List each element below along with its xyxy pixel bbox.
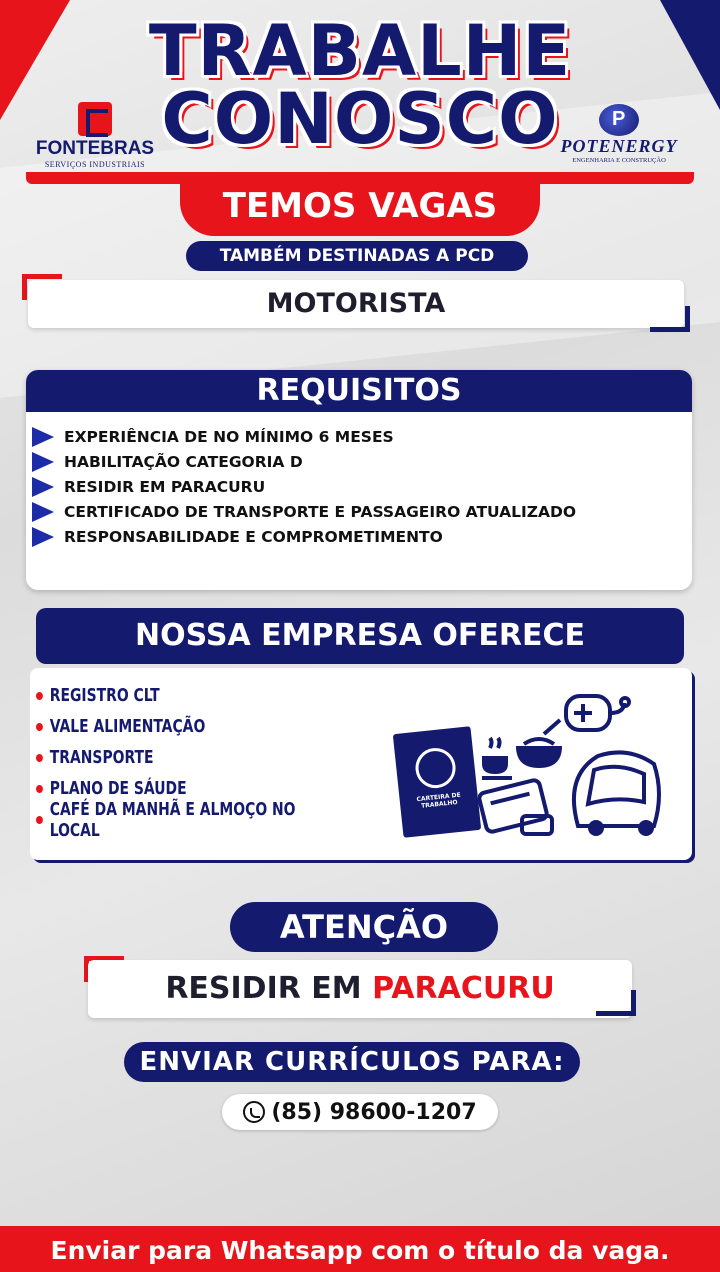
bullet-dot-icon <box>36 754 43 762</box>
beneficios-title: NOSSA EMPRESA OFERECE <box>36 608 684 664</box>
requisitos-list <box>32 424 682 549</box>
pcd-note: TAMBÉM DESTINADAS A PCD <box>186 241 528 271</box>
bracket-bottom-right <box>650 306 690 332</box>
atencao-title: ATENÇÃO <box>230 902 498 952</box>
phone-text: (85) 98600-1207 <box>271 1099 477 1125</box>
fontebras-logo-icon <box>78 102 112 136</box>
list-item <box>32 474 682 499</box>
position-title: MOTORISTA <box>28 280 684 328</box>
residir-box <box>88 960 632 1018</box>
requisito-text: RESIDIR EM PARACURU <box>64 477 266 496</box>
bullet-dot-icon <box>36 723 43 731</box>
requisito-text: RESPONSABILIDADE E COMPROMETIMENTO <box>64 527 443 546</box>
fontebras-logo <box>30 102 160 169</box>
requisito-text: EXPERIÊNCIA DE NO MÍNIMO 6 MESES <box>64 427 394 446</box>
list-item <box>36 798 328 841</box>
requisito-text: HABILITAÇÃO CATEGORIA D <box>64 452 303 471</box>
list-item <box>36 711 328 742</box>
requisito-text: CERTIFICADO DE TRANSPORTE E PASSAGEIRO ATUALIZADO <box>64 502 577 521</box>
list-item <box>36 680 328 711</box>
list-item <box>32 524 682 549</box>
bullet-dot-icon <box>36 692 43 700</box>
enviar-curriculos-label: ENVIAR CURRÍCULOS PARA: <box>124 1042 580 1082</box>
potenergy-logo-icon <box>599 104 639 136</box>
arrow-right-icon <box>32 452 54 472</box>
footer-bar: Enviar para Whatsapp com o título da vaga. <box>0 1226 720 1272</box>
beneficio-text: PLANO DE SÁUDE <box>49 778 187 799</box>
health-plus-icon <box>566 696 629 730</box>
bus-icon <box>574 752 659 836</box>
coffee-cup-icon <box>482 738 512 778</box>
residir-text: RESIDIR EM <box>165 971 373 1006</box>
whatsapp-icon <box>243 1101 265 1123</box>
arrow-right-icon <box>32 527 54 547</box>
phone-number[interactable] <box>222 1094 498 1130</box>
potenergy-subtitle: ENGENHARIA E CONSTRUÇÃO <box>572 157 666 164</box>
meal-card-icon <box>478 779 552 834</box>
bracket-bottom-right <box>596 990 636 1016</box>
food-bowl-icon <box>516 720 562 768</box>
brasao-icon <box>414 746 458 790</box>
bullet-dot-icon <box>36 816 43 824</box>
carteira-de-trabalho-icon <box>393 726 481 838</box>
arrow-right-icon <box>32 477 54 497</box>
list-item <box>32 499 682 524</box>
beneficios-list <box>36 680 376 841</box>
arrow-right-icon <box>32 502 54 522</box>
beneficio-text: REGISTRO CLT <box>49 685 160 706</box>
title-line-2: CONOSCO <box>161 78 559 160</box>
list-item <box>32 424 682 449</box>
list-item <box>32 449 682 474</box>
bullet-dot-icon <box>36 785 43 793</box>
benefits-illustration <box>478 686 668 846</box>
fontebras-name: FONTEBRAS <box>35 138 155 159</box>
residir-highlight: PARACURU <box>372 971 555 1006</box>
beneficio-text: CAFÉ DA MANHÃ E ALMOÇO NO LOCAL <box>49 798 296 841</box>
beneficio-text: TRANSPORTE <box>49 747 154 768</box>
temos-vagas-banner: TEMOS VAGAS <box>180 176 540 236</box>
fontebras-subtitle: SERVIÇOS INDUSTRIAIS <box>44 160 146 169</box>
potenergy-name: POTENERGY <box>560 136 678 156</box>
ctps-label: CARTEIRA DE TRABALHO <box>416 791 461 810</box>
beneficio-text: VALE ALIMENTAÇÃO <box>49 716 206 737</box>
list-item <box>36 742 328 773</box>
title-line-1: TRABALHE <box>148 10 572 92</box>
arrow-right-icon <box>32 427 54 447</box>
potenergy-logo <box>552 104 686 164</box>
requisitos-title: REQUISITOS <box>26 370 692 412</box>
